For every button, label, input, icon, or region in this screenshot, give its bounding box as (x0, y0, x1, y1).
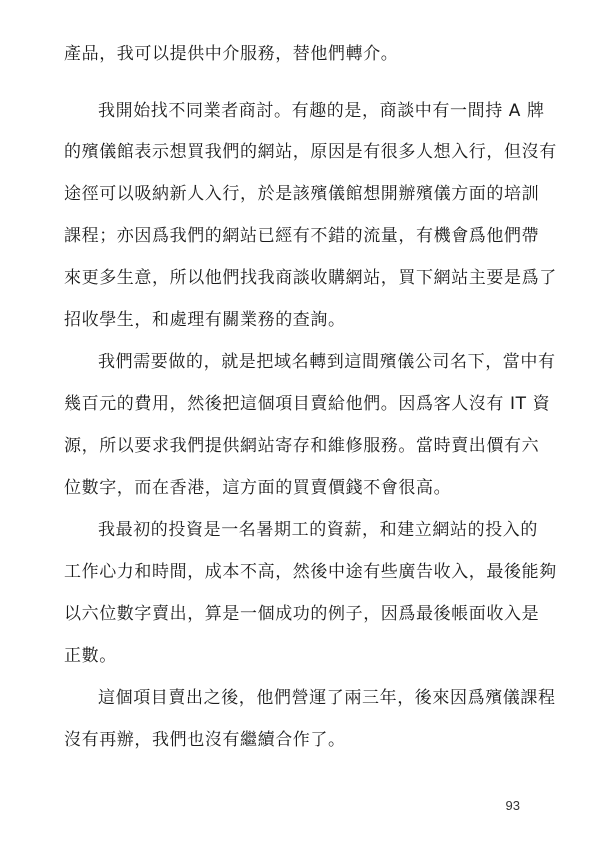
page-number: 93 (505, 798, 520, 813)
text-line: 來更多生意，所以他們找我商談收購網站，買下網站主要是爲了 (64, 268, 557, 288)
text-line: 產品，我可以提供中介服務，替他們轉介。 (64, 44, 399, 64)
text-line: 源，所以要求我們提供網站寄存和維修服務。當時賣出價有六 (64, 436, 540, 456)
text-line: 招收學生，和處理有關業務的查詢。 (64, 310, 346, 330)
text-line: 我們需要做的，就是把域名轉到這間殯儀公司名下，當中有 (98, 352, 556, 372)
text-line: 以六位數字賣出，算是一個成功的例子，因爲最後帳面收入是 (64, 604, 540, 624)
text-line: 沒有再辦，我們也沒有繼續合作了。 (64, 730, 346, 750)
text-line: 正數。 (64, 646, 117, 666)
text-line: 我最初的投資是一名暑期工的資薪，和建立網站的投入的 (98, 520, 538, 540)
text-line: 途徑可以吸納新人入行，於是該殯儀館想開辦殯儀方面的培訓 (64, 184, 540, 204)
text-line: 工作心力和時間，成本不高，然後中途有些廣告收入，最後能夠 (64, 562, 557, 582)
text-line: 位數字，而在香港，這方面的買賣價錢不會很高。 (64, 478, 452, 498)
text-line: 的殯儀館表示想買我們的網站，原因是有很多人想入行，但沒有 (64, 142, 557, 162)
text-line: 這個項目賣出之後，他們營運了兩三年，後來因爲殯儀課程 (98, 688, 556, 708)
text-line: 我開始找不同業者商討。有趣的是，商談中有一間持 A 牌 (98, 101, 545, 121)
text-line: 課程；亦因爲我們的網站已經有不錯的流量，有機會爲他們帶 (64, 226, 540, 246)
text-line: 幾百元的費用，然後把這個項目賣給他們。因爲客人沒有 IT 資 (64, 394, 551, 414)
